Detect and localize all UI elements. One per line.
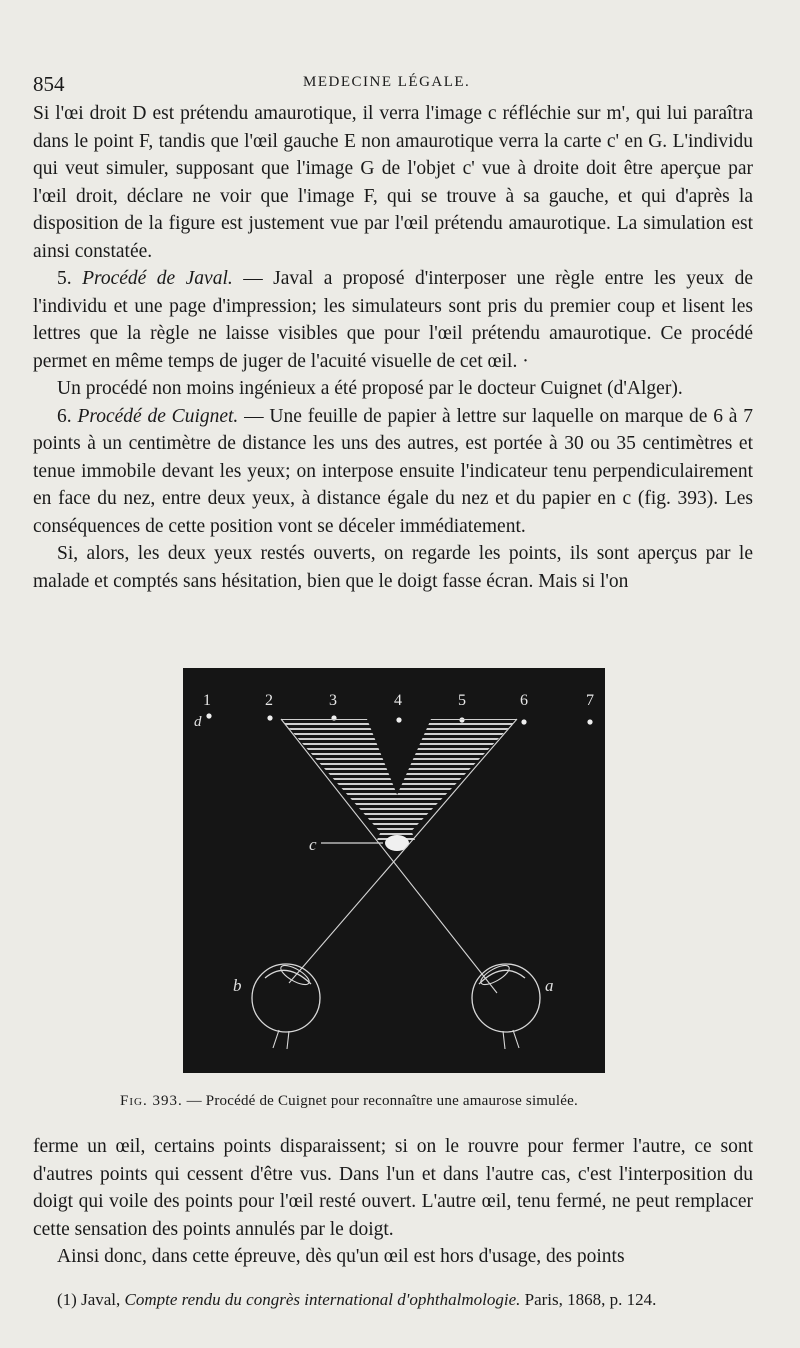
footnote [57,1290,777,1310]
paragraph-ainsi-donc: Ainsi donc, dans cette épreuve, dès qu'un œil est hors d'usage, des points [57,1246,625,1267]
javal-title: Procédé de Javal. [82,268,233,289]
paragraph-javal [33,265,753,375]
cuignet-title: Procédé de Cuignet. [77,405,239,427]
point-label-3: 3 [329,692,337,709]
caption-label: Fig. 393. [120,1093,183,1109]
label-a: a [545,976,554,995]
footnote-rest: Paris, 1868, p. 124. [520,1290,657,1309]
javal-number: 5. [57,268,72,289]
point-label-6: 6 [520,692,528,709]
point-dot-2 [267,715,272,720]
body-text-bottom [33,1133,753,1271]
point-dot-6 [521,719,526,724]
point-label-7: 7 [586,692,594,709]
body-text-top [33,100,753,595]
cuignet-number: 6. [57,405,72,427]
javal-text: — Javal a proposé d'interposer une règle entre les yeux de l'individu et une page d'impression; les simulateurs sont pris du premier coup et lisent les lettres que la règle ne laisse visibles que pour l'œil prétendu amaurotique. Ce procédé permet en même temps de juger de l'acuité visuelle de cet œil. · [33,268,754,372]
footnote-marker: (1) [57,1290,77,1309]
paragraph-intro-cuignet: Un procédé non moins ingénieux a été proposé par le docteur Cuignet (d'Alger). [57,378,683,399]
caption-text: — Procédé de Cuignet pour reconnaître une amaurose simulée. [182,1093,578,1109]
figure-393 [183,668,605,1073]
paragraph-before-figure: Si, alors, les deux yeux restés ouverts, on regarde les points, ils sont aperçus par le malade et comptés sans hésitation, bien que le doigt fasse écran. Mais si l'on [33,543,753,592]
cuignet-text: — Une feuille de papier à lettre sur laquelle on marque de 6 à 7 points à un centimètre de distance les uns des autres, est portée à 30 ou 35 centimètres et tenue immobile devant les yeux; on interpose ensuite l'indicateur tenu perpendiculairement en face du nez, entre deux yeux, à distance égale du nez et du papier en c (fig. 393). Les conséquences de cette position vont se déceler immédiatement. [33,405,754,537]
figure-caption [120,1093,720,1110]
paragraph-cuignet [33,403,753,541]
page-number: 854 [33,72,65,96]
point-label-1: 1 [203,692,211,709]
point-dot-1 [206,713,211,718]
footnote-author: Javal, [81,1290,121,1309]
label-c: c [309,835,317,854]
point-label-2: 2 [265,692,273,709]
point-dot-7 [587,719,592,724]
point-label-4: 4 [394,692,402,709]
page-header [33,72,763,96]
figure-background [183,668,605,1073]
paragraph-after-figure: ferme un œil, certains points disparaissent; si on le rouvre pour fermer l'autre, ce sont d'autres points qui cessent d'être vus. Dans l'un et dans l'autre cas, c'est l'interposition du doigt qui voile des points pour l'œil resté ouvert. L'autre œil, tenu fermé, ne peut remplacer cette sensation des points annulés par le doigt. [33,1136,753,1240]
label-d: d [194,714,202,730]
paragraph-simulation: Si l'œi droit D est prétendu amaurotique, il verra l'image c réfléchie sur m', qui lui paraîtra dans le point F, tandis que l'œil gauche E non amaurotique verra la carte c' en G. L'individu qui veut simuler, supposant que l'image G de l'objet c' vue à droite doit être aperçue par l'œil droit, déclare ne voir que l'image F, qui se trouve à sa gauche, et qui d'après la disposition de la figure est justement vue par l'œil prétendu amaurotique. La simulation est ainsi constatée. [33,103,753,262]
figure-illustration [183,668,605,1073]
footnote-title: Compte rendu du congrès international d'ophthalmologie. [124,1290,521,1309]
running-head: MEDECINE LÉGALE. [303,74,471,90]
point-dot-4 [396,717,401,722]
label-b: b [233,976,242,995]
point-label-5: 5 [458,692,466,709]
